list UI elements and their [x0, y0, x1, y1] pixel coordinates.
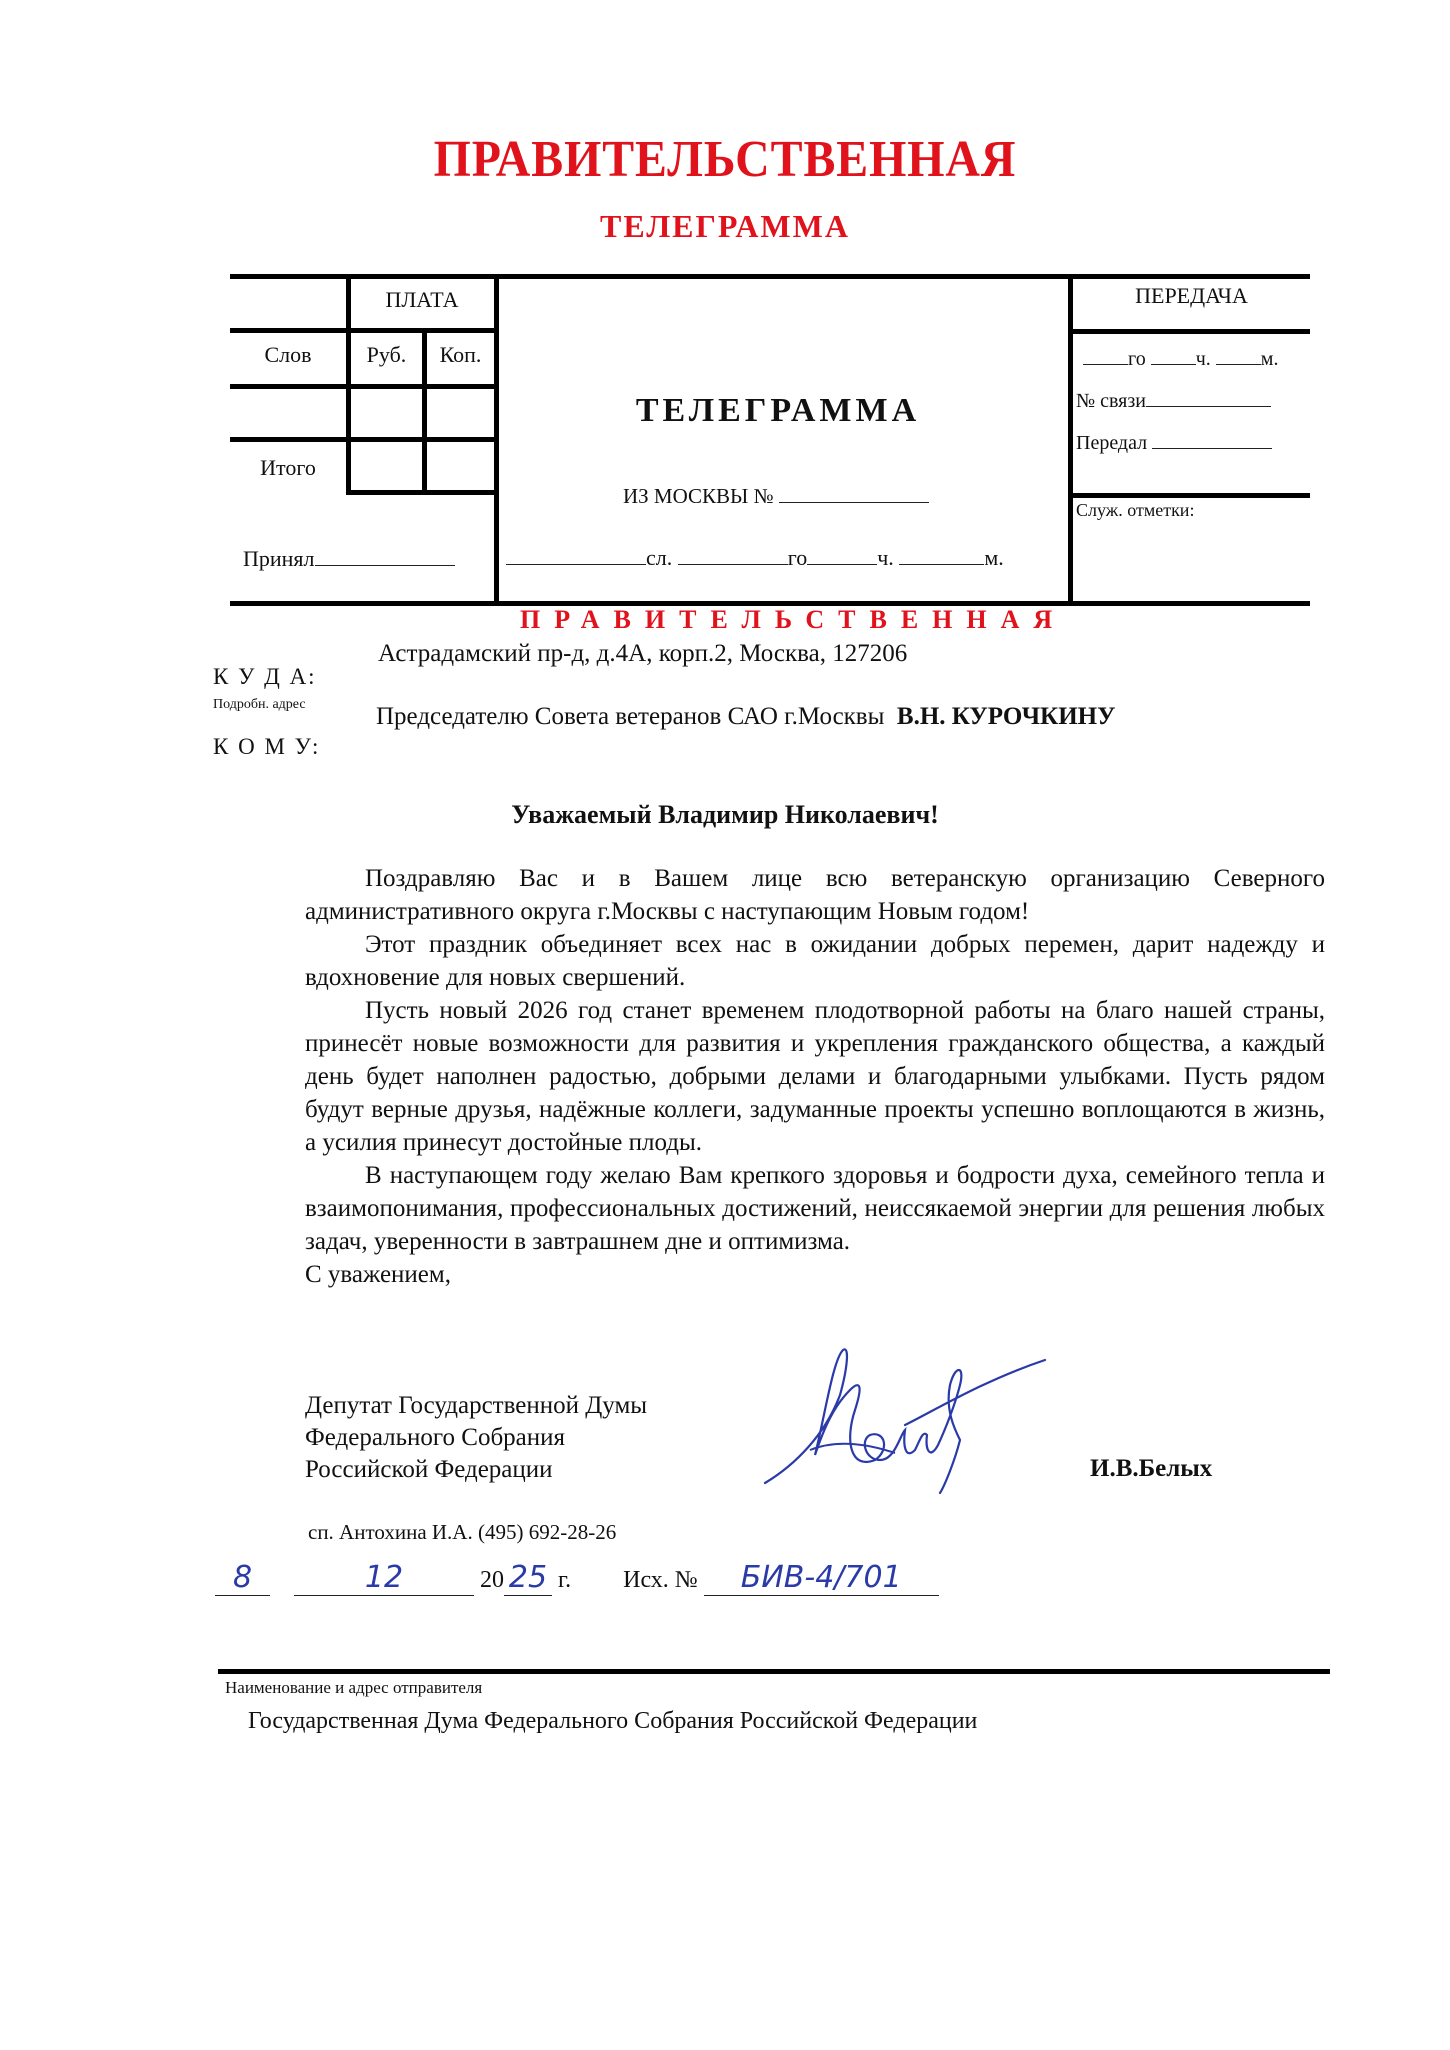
words-label: Слов — [264, 342, 312, 367]
grid-line — [1068, 493, 1310, 498]
received-blank[interactable] — [315, 545, 455, 566]
document-title: ПРАВИТЕЛЬСТВЕННАЯ — [433, 131, 1017, 188]
from-moscow-label: ИЗ МОСКВЫ № — [623, 484, 774, 508]
minute-blank[interactable] — [899, 544, 984, 565]
transfer-hour-blank[interactable] — [1151, 344, 1196, 365]
from-moscow-field[interactable] — [623, 482, 929, 509]
form-center-title: ТЕЛЕГРАММА — [635, 392, 921, 429]
position-line: Российской Федерации — [305, 1456, 553, 1483]
comm-no-field[interactable] — [1076, 386, 1271, 413]
transmitted-label: Передал — [1076, 432, 1148, 454]
year-label: г. — [558, 1567, 572, 1593]
government-banner: ПРАВИТЕЛЬСТВЕННАЯ — [520, 605, 1067, 634]
sender-rule — [218, 1669, 1330, 1674]
comm-no-label: № связи — [1076, 390, 1146, 412]
outgoing-number-field[interactable] — [704, 1560, 939, 1596]
address-detail-label: Подробн. адрес — [213, 697, 306, 712]
day-blank[interactable] — [678, 544, 788, 565]
transfer-time-fields — [1083, 344, 1278, 371]
position-line: Федерального Собрания — [305, 1424, 566, 1451]
recipient-position: Председателю Совета ветеранов САО г.Москвы — [376, 703, 885, 730]
grid-line — [230, 384, 498, 389]
handwritten-signature-icon — [755, 1335, 1055, 1495]
year-prefix: 20 — [480, 1567, 504, 1593]
transfer-go-label: го — [1128, 348, 1146, 370]
letter-greeting: Уважаемый Владимир Николаевич! — [511, 800, 939, 829]
letter-paragraph: В наступающем году желаю Вам крепкого здоровья и бодрости духа, семейного тепла и взаимопонимания, профессиональных достижений, неиссякаемой энергии для решения любых задач, уверенности в завтрашнем дне и оптимизма. — [305, 1162, 1325, 1255]
transmitted-blank[interactable] — [1152, 428, 1272, 449]
grid-line — [346, 490, 498, 495]
month-value: 12 — [364, 1560, 404, 1595]
grid-line — [230, 328, 498, 333]
rub-label: Руб. — [366, 342, 407, 367]
sender-label: Наименование и адрес отправителя — [225, 1678, 483, 1697]
payment-header: ПЛАТА — [385, 287, 459, 312]
grid-line — [230, 437, 498, 442]
transmitted-field[interactable] — [1076, 428, 1272, 455]
transfer-m-label: м. — [1260, 348, 1279, 370]
transfer-day-blank[interactable] — [1083, 344, 1128, 365]
letter-paragraph: Поздравляю Вас и в Вашем лице всю ветеранскую организацию Северного административного округа г.Москвы с наступающим Новым годом! — [305, 865, 1325, 925]
day-value: 8 — [232, 1560, 253, 1595]
comm-no-blank[interactable] — [1146, 386, 1271, 407]
letter-paragraph: Этот праздник объединяет всех нас в ожидании добрых перемен, дарит надежду и вдохновение для новых свершений. — [305, 931, 1325, 991]
recipient-address: Астрадамский пр-д, д.4А, корп.2, Москва, 127206 — [378, 640, 908, 667]
transfer-minute-blank[interactable] — [1216, 344, 1261, 365]
m-label: м. — [984, 545, 1004, 570]
where-label: К У Д А: — [213, 664, 317, 689]
ch-label: ч. — [877, 545, 894, 570]
sender-value: Государственная Дума Федерального Собрания Российской Федерации — [248, 1708, 978, 1734]
received-label: Принял — [243, 546, 315, 571]
position-line: Депутат Государственной Думы — [305, 1392, 648, 1419]
signer-name: И.В.Белых — [1090, 1455, 1213, 1482]
words-count-blank[interactable] — [506, 544, 646, 565]
recipient-name: В.Н. КУРОЧКИНУ — [896, 703, 1116, 730]
form-top-rule — [230, 274, 1310, 279]
year-value: 25 — [508, 1560, 548, 1595]
transfer-ch-label: ч. — [1195, 348, 1211, 370]
hour-blank[interactable] — [807, 544, 877, 565]
outgoing-number-label: Исх. № — [623, 1567, 698, 1593]
service-marks-label: Служ. отметки: — [1076, 500, 1195, 520]
total-label: Итого — [260, 455, 316, 480]
letter-paragraph: Пусть новый 2026 год станет временем плодотворной работы на благо нашей страны, принесёт новые возможности для развития и укрепления гражданского общества, а каждый день будет наполнен радостью, добрыми делами и благодарными улыбками. Пусть рядом будут верные друзья, надёжные коллеги, задуманные проекты успешно воплощаются в жизнь, а усилия принесут достойные плоды. — [305, 997, 1325, 1156]
kop-label: Коп. — [439, 342, 482, 367]
letter-closing: С уважением, — [305, 1261, 451, 1288]
recipient-line — [376, 703, 1115, 731]
date-and-number-line — [215, 1560, 939, 1596]
grid-line — [1068, 329, 1310, 334]
document-subtitle: ТЕЛЕГРАММА — [600, 208, 850, 244]
grid-line — [1068, 274, 1073, 604]
month-field[interactable] — [294, 1560, 474, 1596]
whom-label: К О М У: — [213, 734, 321, 759]
go-label: го — [787, 545, 808, 570]
received-field[interactable] — [243, 545, 455, 572]
letter-body — [305, 862, 1325, 1291]
day-field[interactable] — [215, 1560, 270, 1596]
from-moscow-number-blank[interactable] — [779, 482, 929, 503]
signatory-position — [305, 1390, 647, 1486]
received-time-fields — [506, 544, 1004, 571]
transfer-header: ПЕРЕДАЧА — [1135, 283, 1248, 308]
outgoing-number-value: БИВ-4/701 — [740, 1560, 902, 1595]
year-field[interactable] — [504, 1560, 552, 1596]
sl-label: сл. — [646, 545, 673, 570]
executor-contact: сп. Антохина И.А. (495) 692-28-26 — [308, 1520, 617, 1544]
